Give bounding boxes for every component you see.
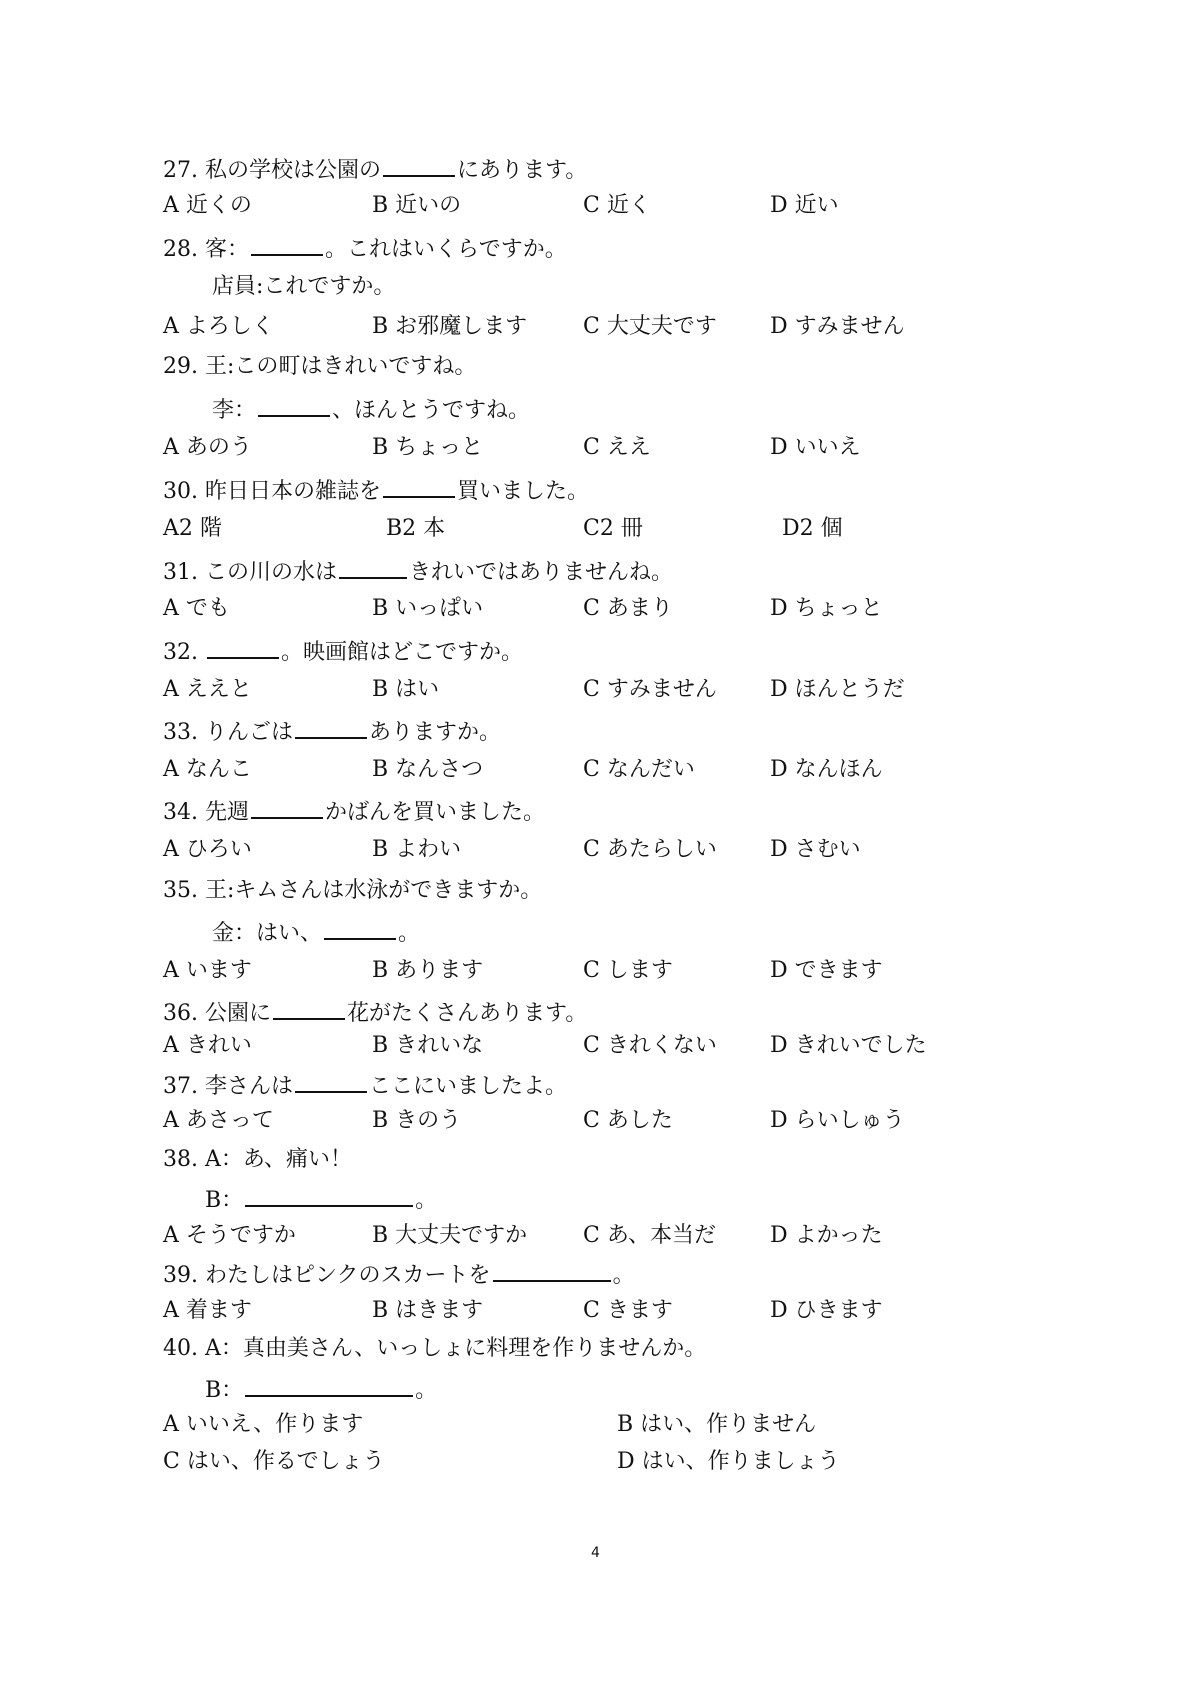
option-33-d: D なんほん	[770, 757, 883, 782]
question-29-follow: 李： 、ほんとうですね。	[212, 393, 530, 426]
option-27-c: C 近く	[583, 193, 651, 218]
question-30: 30. 昨日日本の雑誌を 買いました。	[163, 474, 589, 507]
question-35: 35. 王:キムさんは水泳ができますか。	[163, 878, 543, 903]
option-34-c: C あたらしい	[583, 837, 717, 862]
answer-blank	[251, 232, 323, 256]
option-32-c: C すみません	[583, 677, 717, 702]
option-31-c: C あまり	[583, 596, 673, 621]
option-35-c: C します	[583, 958, 673, 983]
answer-blank	[207, 635, 279, 659]
option-38-c: C あ、本当だ	[583, 1223, 716, 1248]
option-40-b: B はい、作りません	[617, 1412, 817, 1437]
question-27: 27. 私の学校は公園の にあります。	[163, 153, 587, 186]
option-36-b: B きれいな	[372, 1033, 484, 1058]
answer-blank	[324, 916, 396, 940]
option-30-d: D2 個	[782, 516, 843, 541]
answer-blank	[245, 1373, 413, 1397]
question-38: 38. A：あ、痛い！	[163, 1147, 353, 1172]
question-33: 33. りんごは ありますか。	[163, 715, 501, 748]
option-30-c: C2 冊	[583, 516, 643, 541]
option-39-c: C きます	[583, 1298, 673, 1323]
option-28-a: A よろしく	[163, 314, 274, 339]
option-30-a: A2 階	[163, 516, 222, 541]
answer-blank	[295, 1069, 367, 1093]
option-38-d: D よかった	[770, 1223, 883, 1248]
answer-blank	[383, 474, 455, 498]
option-27-d: D 近い	[770, 193, 839, 218]
question-40: 40. A：真由美さん、いっしょに料理を作りませんか。	[163, 1336, 707, 1361]
question-32: 32. 。映画館はどこですか。	[163, 635, 523, 668]
option-28-b: B お邪魔します	[372, 314, 528, 339]
question-29: 29. 王:この町はきれいですね。	[163, 354, 477, 379]
option-32-a: A ええと	[163, 677, 252, 702]
answer-blank	[273, 996, 345, 1020]
option-33-b: B なんさつ	[372, 757, 484, 782]
answer-blank	[245, 1183, 413, 1207]
option-35-d: D できます	[770, 958, 883, 983]
answer-blank	[339, 555, 407, 579]
option-36-c: C きれくない	[583, 1033, 717, 1058]
option-31-d: D ちょっと	[770, 596, 883, 621]
option-33-c: C なんだい	[583, 757, 695, 782]
question-40-follow: B： 。	[205, 1373, 437, 1406]
option-35-b: B あります	[372, 958, 484, 983]
option-33-a: A なんこ	[163, 757, 252, 782]
option-29-b: B ちょっと	[372, 435, 484, 460]
option-29-a: A あのう	[163, 435, 252, 460]
option-28-c: C 大丈夫です	[583, 314, 717, 339]
question-31: 31. この川の水は きれいではありませんね。	[163, 555, 673, 588]
answer-blank	[493, 1258, 611, 1282]
question-39: 39. わたしはピンクのスカートを 。	[163, 1258, 635, 1291]
option-39-b: B はきます	[372, 1298, 484, 1323]
option-30-b: B2 本	[386, 516, 446, 541]
option-36-d: D きれいでした	[770, 1033, 927, 1058]
answer-blank	[258, 393, 330, 417]
question-37: 37. 李さんは ここにいましたよ。	[163, 1069, 567, 1102]
option-37-d: D らいしゅう	[770, 1108, 905, 1133]
question-35-follow: 金：はい、 。	[212, 916, 420, 949]
question-36: 36. 公園に 花がたくさんあります。	[163, 996, 587, 1029]
option-38-b: B 大丈夫ですか	[372, 1223, 528, 1248]
option-37-a: A あさって	[163, 1108, 274, 1133]
page-number: 4	[591, 1545, 600, 1561]
option-27-a: A 近くの	[163, 193, 252, 218]
option-37-c: C あした	[583, 1108, 673, 1133]
option-40-c: C はい、作るでしょう	[163, 1449, 385, 1474]
option-34-d: D さむい	[770, 837, 861, 862]
option-39-a: A 着ます	[163, 1298, 252, 1323]
answer-blank	[251, 795, 323, 819]
option-40-d: D はい、作りましょう	[617, 1449, 840, 1474]
option-31-a: A でも	[163, 596, 230, 621]
option-38-a: A そうですか	[163, 1223, 296, 1248]
answer-blank	[383, 153, 455, 177]
option-37-b: B きのう	[372, 1108, 462, 1133]
option-34-a: A ひろい	[163, 837, 252, 862]
option-29-d: D いいえ	[770, 435, 861, 460]
question-28-follow: 店員:これですか。	[212, 274, 396, 299]
question-28: 28. 客： 。これはいくらですか。	[163, 232, 567, 265]
option-29-c: C ええ	[583, 435, 651, 460]
option-31-b: B いっぱい	[372, 596, 484, 621]
option-32-b: B はい	[372, 677, 440, 702]
option-35-a: A います	[163, 958, 252, 983]
option-32-d: D ほんとうだ	[770, 677, 905, 702]
option-39-d: D ひきます	[770, 1298, 883, 1323]
option-40-a: A いいえ、作ります	[163, 1412, 364, 1437]
option-27-b: B 近いの	[372, 193, 462, 218]
answer-blank	[295, 715, 367, 739]
option-28-d: D すみません	[770, 314, 905, 339]
option-34-b: B よわい	[372, 837, 462, 862]
question-34: 34. 先週 かばんを買いました。	[163, 795, 545, 828]
question-38-follow: B： 。	[205, 1183, 437, 1216]
option-36-a: A きれい	[163, 1033, 252, 1058]
